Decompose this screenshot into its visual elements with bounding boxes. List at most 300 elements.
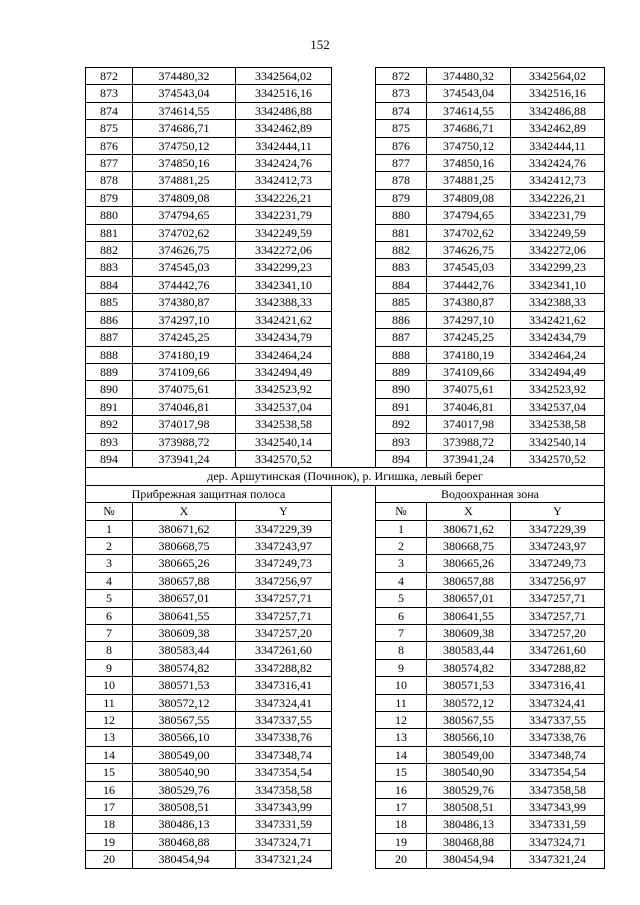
table-row <box>86 189 605 206</box>
column-gap <box>332 294 376 311</box>
left-y-coordinate: 3342564,02 <box>236 68 332 85</box>
left-point-number: 890 <box>86 381 133 398</box>
left-x-coordinate: 374046,81 <box>133 398 236 415</box>
left-y-coordinate: 3347256,97 <box>236 572 332 589</box>
table-row <box>86 68 605 85</box>
left-point-number: 887 <box>86 329 133 346</box>
left-y-coordinate: 3347358,58 <box>236 781 332 798</box>
left-point-number: 880 <box>86 207 133 224</box>
right-y-coordinate: 3342540,14 <box>511 433 605 450</box>
right-point-number: 879 <box>376 189 427 206</box>
right-y-coordinate: 3347257,71 <box>511 607 605 624</box>
right-y-coordinate: 3347316,41 <box>511 677 605 694</box>
right-point-number: 889 <box>376 363 427 380</box>
column-gap <box>332 224 376 241</box>
right-y-coordinate: 3342538,58 <box>511 416 605 433</box>
left-y-coordinate: 3342486,88 <box>236 102 332 119</box>
left-point-number: 888 <box>86 346 133 363</box>
right-x-coordinate: 374442,76 <box>427 276 511 293</box>
right-y-coordinate: 3342494,49 <box>511 363 605 380</box>
right-y-coordinate: 3342464,24 <box>511 346 605 363</box>
column-gap <box>332 433 376 450</box>
column-gap <box>332 625 376 642</box>
right-y-coordinate: 3342424,76 <box>511 155 605 172</box>
table-row <box>86 816 605 833</box>
left-point-number: 889 <box>86 363 133 380</box>
column-gap <box>332 276 376 293</box>
right-point-number: 892 <box>376 416 427 433</box>
table-row <box>86 450 605 467</box>
table-row <box>86 781 605 798</box>
right-y-coordinate: 3342537,04 <box>511 398 605 415</box>
left-point-number: 14 <box>86 746 133 763</box>
right-y-coordinate: 3347324,41 <box>511 694 605 711</box>
right-x-coordinate: 374380,87 <box>427 294 511 311</box>
right-y-coordinate: 3347324,71 <box>511 833 605 850</box>
left-header-x: X <box>133 503 236 520</box>
left-y-coordinate: 3342464,24 <box>236 346 332 363</box>
column-gap <box>332 799 376 816</box>
left-x-coordinate: 380468,88 <box>133 833 236 850</box>
column-gap <box>332 781 376 798</box>
column-gap <box>332 851 376 868</box>
right-point-number: 7 <box>376 625 427 642</box>
right-y-coordinate: 3347321,24 <box>511 851 605 868</box>
left-y-coordinate: 3347243,97 <box>236 537 332 554</box>
table-row <box>86 746 605 763</box>
column-gap <box>332 329 376 346</box>
right-y-coordinate: 3347337,55 <box>511 712 605 729</box>
column-gap <box>332 137 376 154</box>
right-point-number: 1 <box>376 520 427 537</box>
right-point-number: 883 <box>376 259 427 276</box>
right-y-coordinate: 3342434,79 <box>511 329 605 346</box>
column-gap <box>332 590 376 607</box>
page-number: 152 <box>310 37 330 52</box>
left-point-number: 874 <box>86 102 133 119</box>
table-row <box>86 416 605 433</box>
table-row <box>86 694 605 711</box>
right-x-coordinate: 374686,71 <box>427 120 511 137</box>
table-row <box>86 642 605 659</box>
right-x-coordinate: 374543,04 <box>427 85 511 102</box>
right-point-number: 5 <box>376 590 427 607</box>
table-row <box>86 155 605 172</box>
column-gap <box>332 242 376 259</box>
left-point-number: 15 <box>86 764 133 781</box>
left-y-coordinate: 3342272,06 <box>236 242 332 259</box>
right-y-coordinate: 3342249,59 <box>511 224 605 241</box>
left-x-coordinate: 374180,19 <box>133 346 236 363</box>
column-gap <box>332 155 376 172</box>
column-gap <box>332 259 376 276</box>
right-y-coordinate: 3342486,88 <box>511 102 605 119</box>
right-x-coordinate: 374614,55 <box>427 102 511 119</box>
right-y-coordinate: 3347229,39 <box>511 520 605 537</box>
left-point-number: 19 <box>86 833 133 850</box>
table-row <box>86 85 605 102</box>
left-y-coordinate: 3342412,73 <box>236 172 332 189</box>
right-y-coordinate: 3342388,33 <box>511 294 605 311</box>
table-row <box>86 729 605 746</box>
table-row <box>86 677 605 694</box>
right-x-coordinate: 374245,25 <box>427 329 511 346</box>
right-x-coordinate: 373988,72 <box>427 433 511 450</box>
table-row <box>86 590 605 607</box>
left-y-coordinate: 3347316,41 <box>236 677 332 694</box>
left-y-coordinate: 3347261,60 <box>236 642 332 659</box>
left-x-coordinate: 380657,88 <box>133 572 236 589</box>
table-row <box>86 207 605 224</box>
left-point-number: 875 <box>86 120 133 137</box>
left-x-coordinate: 380454,94 <box>133 851 236 868</box>
left-x-coordinate: 380567,55 <box>133 712 236 729</box>
left-header-number: № <box>86 503 133 520</box>
right-point-number: 873 <box>376 85 427 102</box>
column-gap <box>332 485 376 502</box>
left-y-coordinate: 3347257,20 <box>236 625 332 642</box>
right-point-number: 2 <box>376 537 427 554</box>
column-gap <box>332 450 376 467</box>
right-x-coordinate: 380567,55 <box>427 712 511 729</box>
left-y-coordinate: 3342523,92 <box>236 381 332 398</box>
left-x-coordinate: 380486,13 <box>133 816 236 833</box>
right-point-number: 3 <box>376 555 427 572</box>
left-x-coordinate: 374480,32 <box>133 68 236 85</box>
right-x-coordinate: 380665,26 <box>427 555 511 572</box>
table-row <box>86 712 605 729</box>
right-point-number: 890 <box>376 381 427 398</box>
left-point-number: 2 <box>86 537 133 554</box>
right-point-number: 11 <box>376 694 427 711</box>
left-point-number: 894 <box>86 450 133 467</box>
right-point-number: 872 <box>376 68 427 85</box>
left-x-coordinate: 373941,24 <box>133 450 236 467</box>
column-gap <box>332 381 376 398</box>
left-y-coordinate: 3342570,52 <box>236 450 332 467</box>
column-gap <box>332 833 376 850</box>
table-row <box>86 799 605 816</box>
left-x-coordinate: 374545,03 <box>133 259 236 276</box>
right-x-coordinate: 380583,44 <box>427 642 511 659</box>
right-y-coordinate: 3342570,52 <box>511 450 605 467</box>
right-point-number: 874 <box>376 102 427 119</box>
table-row <box>86 625 605 642</box>
left-x-coordinate: 380609,38 <box>133 625 236 642</box>
right-x-coordinate: 380508,51 <box>427 799 511 816</box>
right-y-coordinate: 3347261,60 <box>511 642 605 659</box>
right-point-number: 9 <box>376 659 427 676</box>
table-row <box>86 137 605 154</box>
right-y-coordinate: 3342564,02 <box>511 68 605 85</box>
left-point-number: 4 <box>86 572 133 589</box>
right-y-coordinate: 3342462,89 <box>511 120 605 137</box>
right-x-coordinate: 374480,32 <box>427 68 511 85</box>
left-x-coordinate: 374017,98 <box>133 416 236 433</box>
left-point-number: 13 <box>86 729 133 746</box>
left-x-coordinate: 380529,76 <box>133 781 236 798</box>
column-gap <box>332 555 376 572</box>
left-y-coordinate: 3347337,55 <box>236 712 332 729</box>
left-point-number: 886 <box>86 311 133 328</box>
right-x-coordinate: 380529,76 <box>427 781 511 798</box>
left-x-coordinate: 380574,82 <box>133 659 236 676</box>
column-gap <box>332 363 376 380</box>
column-gap <box>332 607 376 624</box>
right-point-number: 881 <box>376 224 427 241</box>
left-x-coordinate: 374626,75 <box>133 242 236 259</box>
left-y-coordinate: 3342299,23 <box>236 259 332 276</box>
left-y-coordinate: 3347324,71 <box>236 833 332 850</box>
left-x-coordinate: 374075,61 <box>133 381 236 398</box>
left-y-coordinate: 3342462,89 <box>236 120 332 137</box>
left-x-coordinate: 373988,72 <box>133 433 236 450</box>
left-point-number: 892 <box>86 416 133 433</box>
right-x-coordinate: 380574,82 <box>427 659 511 676</box>
right-y-coordinate: 3347249,73 <box>511 555 605 572</box>
right-y-coordinate: 3342516,16 <box>511 85 605 102</box>
column-gap <box>332 677 376 694</box>
right-point-number: 12 <box>376 712 427 729</box>
column-gap <box>332 659 376 676</box>
left-x-coordinate: 380641,55 <box>133 607 236 624</box>
left-x-coordinate: 380665,26 <box>133 555 236 572</box>
left-y-coordinate: 3347338,76 <box>236 729 332 746</box>
right-point-number: 876 <box>376 137 427 154</box>
table-row <box>86 764 605 781</box>
left-y-coordinate: 3342231,79 <box>236 207 332 224</box>
right-y-coordinate: 3347348,74 <box>511 746 605 763</box>
left-x-coordinate: 374380,87 <box>133 294 236 311</box>
column-gap <box>332 746 376 763</box>
left-x-coordinate: 374297,10 <box>133 311 236 328</box>
right-x-coordinate: 380486,13 <box>427 816 511 833</box>
right-x-coordinate: 380549,00 <box>427 746 511 763</box>
left-x-coordinate: 374809,08 <box>133 189 236 206</box>
table-row <box>86 833 605 850</box>
left-x-coordinate: 374750,12 <box>133 137 236 154</box>
left-point-number: 7 <box>86 625 133 642</box>
right-point-number: 15 <box>376 764 427 781</box>
left-point-number: 885 <box>86 294 133 311</box>
right-x-coordinate: 374297,10 <box>427 311 511 328</box>
left-header-y: Y <box>236 503 332 520</box>
left-point-number: 11 <box>86 694 133 711</box>
right-y-coordinate: 3342444,11 <box>511 137 605 154</box>
right-x-coordinate: 374626,75 <box>427 242 511 259</box>
right-x-coordinate: 380657,01 <box>427 590 511 607</box>
right-point-number: 18 <box>376 816 427 833</box>
right-x-coordinate: 380468,88 <box>427 833 511 850</box>
right-point-number: 13 <box>376 729 427 746</box>
left-y-coordinate: 3347257,71 <box>236 607 332 624</box>
right-point-number: 894 <box>376 450 427 467</box>
right-point-number: 882 <box>376 242 427 259</box>
left-y-coordinate: 3347354,54 <box>236 764 332 781</box>
column-gap <box>332 694 376 711</box>
right-y-coordinate: 3342341,10 <box>511 276 605 293</box>
left-x-coordinate: 374850,16 <box>133 155 236 172</box>
left-x-coordinate: 380566,10 <box>133 729 236 746</box>
right-y-coordinate: 3342421,62 <box>511 311 605 328</box>
right-y-coordinate: 3342412,73 <box>511 172 605 189</box>
column-gap <box>332 311 376 328</box>
top-rows <box>86 68 605 468</box>
column-gap <box>332 712 376 729</box>
right-y-coordinate: 3342272,06 <box>511 242 605 259</box>
column-gap <box>332 346 376 363</box>
left-point-number: 16 <box>86 781 133 798</box>
left-y-coordinate: 3347321,24 <box>236 851 332 868</box>
column-gap <box>332 520 376 537</box>
left-point-number: 883 <box>86 259 133 276</box>
column-gap <box>332 207 376 224</box>
right-header-number: № <box>376 503 427 520</box>
left-point-number: 6 <box>86 607 133 624</box>
right-point-number: 878 <box>376 172 427 189</box>
right-point-number: 888 <box>376 346 427 363</box>
left-x-coordinate: 380549,00 <box>133 746 236 763</box>
column-gap <box>332 764 376 781</box>
column-gap <box>332 189 376 206</box>
right-x-coordinate: 374809,08 <box>427 189 511 206</box>
left-y-coordinate: 3342226,21 <box>236 189 332 206</box>
right-point-number: 884 <box>376 276 427 293</box>
right-point-number: 880 <box>376 207 427 224</box>
right-point-number: 8 <box>376 642 427 659</box>
left-x-coordinate: 380668,75 <box>133 537 236 554</box>
right-x-coordinate: 374046,81 <box>427 398 511 415</box>
right-y-coordinate: 3347243,97 <box>511 537 605 554</box>
right-x-coordinate: 380540,90 <box>427 764 511 781</box>
left-point-number: 873 <box>86 85 133 102</box>
left-y-coordinate: 3347331,59 <box>236 816 332 833</box>
right-point-number: 891 <box>376 398 427 415</box>
right-point-number: 20 <box>376 851 427 868</box>
left-point-number: 3 <box>86 555 133 572</box>
column-gap <box>332 503 376 520</box>
right-y-coordinate: 3347257,20 <box>511 625 605 642</box>
left-point-number: 872 <box>86 68 133 85</box>
table-row <box>86 363 605 380</box>
left-x-coordinate: 374881,25 <box>133 172 236 189</box>
right-y-coordinate: 3347288,82 <box>511 659 605 676</box>
left-point-number: 878 <box>86 172 133 189</box>
column-gap <box>332 398 376 415</box>
right-y-coordinate: 3347343,99 <box>511 799 605 816</box>
left-point-number: 9 <box>86 659 133 676</box>
column-gap <box>332 572 376 589</box>
right-x-coordinate: 374109,66 <box>427 363 511 380</box>
right-point-number: 14 <box>376 746 427 763</box>
left-x-coordinate: 374543,04 <box>133 85 236 102</box>
table-row <box>86 607 605 624</box>
column-gap <box>332 816 376 833</box>
table-row <box>86 398 605 415</box>
left-y-coordinate: 3342516,16 <box>236 85 332 102</box>
table-row <box>86 572 605 589</box>
left-x-coordinate: 374109,66 <box>133 363 236 380</box>
table-row <box>86 224 605 241</box>
left-y-coordinate: 3347343,99 <box>236 799 332 816</box>
left-point-number: 893 <box>86 433 133 450</box>
right-x-coordinate: 374794,65 <box>427 207 511 224</box>
right-y-coordinate: 3347331,59 <box>511 816 605 833</box>
right-y-coordinate: 3347354,54 <box>511 764 605 781</box>
right-x-coordinate: 374075,61 <box>427 381 511 398</box>
right-x-coordinate: 380571,53 <box>427 677 511 694</box>
left-point-number: 10 <box>86 677 133 694</box>
right-x-coordinate: 374545,03 <box>427 259 511 276</box>
left-x-coordinate: 374245,25 <box>133 329 236 346</box>
right-x-coordinate: 380657,88 <box>427 572 511 589</box>
left-point-number: 8 <box>86 642 133 659</box>
left-y-coordinate: 3342540,14 <box>236 433 332 450</box>
right-y-coordinate: 3342231,79 <box>511 207 605 224</box>
table-row <box>86 311 605 328</box>
right-point-number: 19 <box>376 833 427 850</box>
left-x-coordinate: 380572,12 <box>133 694 236 711</box>
table-row <box>86 555 605 572</box>
left-x-coordinate: 374442,76 <box>133 276 236 293</box>
right-x-coordinate: 380572,12 <box>427 694 511 711</box>
right-zone-title: Водоохранная зона <box>376 485 605 502</box>
left-x-coordinate: 380540,90 <box>133 764 236 781</box>
right-y-coordinate: 3347257,71 <box>511 590 605 607</box>
column-gap <box>332 729 376 746</box>
left-y-coordinate: 3347348,74 <box>236 746 332 763</box>
right-x-coordinate: 374850,16 <box>427 155 511 172</box>
right-point-number: 875 <box>376 120 427 137</box>
left-y-coordinate: 3342424,76 <box>236 155 332 172</box>
right-point-number: 10 <box>376 677 427 694</box>
section-header <box>86 468 605 520</box>
left-point-number: 876 <box>86 137 133 154</box>
column-gap <box>332 68 376 85</box>
left-y-coordinate: 3347229,39 <box>236 520 332 537</box>
column-gap <box>332 85 376 102</box>
left-y-coordinate: 3347324,41 <box>236 694 332 711</box>
column-gap <box>332 120 376 137</box>
left-x-coordinate: 374686,71 <box>133 120 236 137</box>
right-x-coordinate: 380566,10 <box>427 729 511 746</box>
left-point-number: 884 <box>86 276 133 293</box>
left-y-coordinate: 3342421,62 <box>236 311 332 328</box>
left-y-coordinate: 3347257,71 <box>236 590 332 607</box>
left-x-coordinate: 380671,62 <box>133 520 236 537</box>
right-y-coordinate: 3342523,92 <box>511 381 605 398</box>
right-y-coordinate: 3342226,21 <box>511 189 605 206</box>
right-point-number: 887 <box>376 329 427 346</box>
right-point-number: 885 <box>376 294 427 311</box>
column-gap <box>332 102 376 119</box>
table-row <box>86 433 605 450</box>
table-row <box>86 329 605 346</box>
left-point-number: 17 <box>86 799 133 816</box>
table-row <box>86 294 605 311</box>
right-y-coordinate: 3347338,76 <box>511 729 605 746</box>
right-x-coordinate: 380641,55 <box>427 607 511 624</box>
left-x-coordinate: 380583,44 <box>133 642 236 659</box>
left-point-number: 891 <box>86 398 133 415</box>
left-point-number: 20 <box>86 851 133 868</box>
right-point-number: 893 <box>376 433 427 450</box>
right-point-number: 886 <box>376 311 427 328</box>
left-x-coordinate: 380657,01 <box>133 590 236 607</box>
left-y-coordinate: 3342249,59 <box>236 224 332 241</box>
left-point-number: 12 <box>86 712 133 729</box>
table-row <box>86 381 605 398</box>
